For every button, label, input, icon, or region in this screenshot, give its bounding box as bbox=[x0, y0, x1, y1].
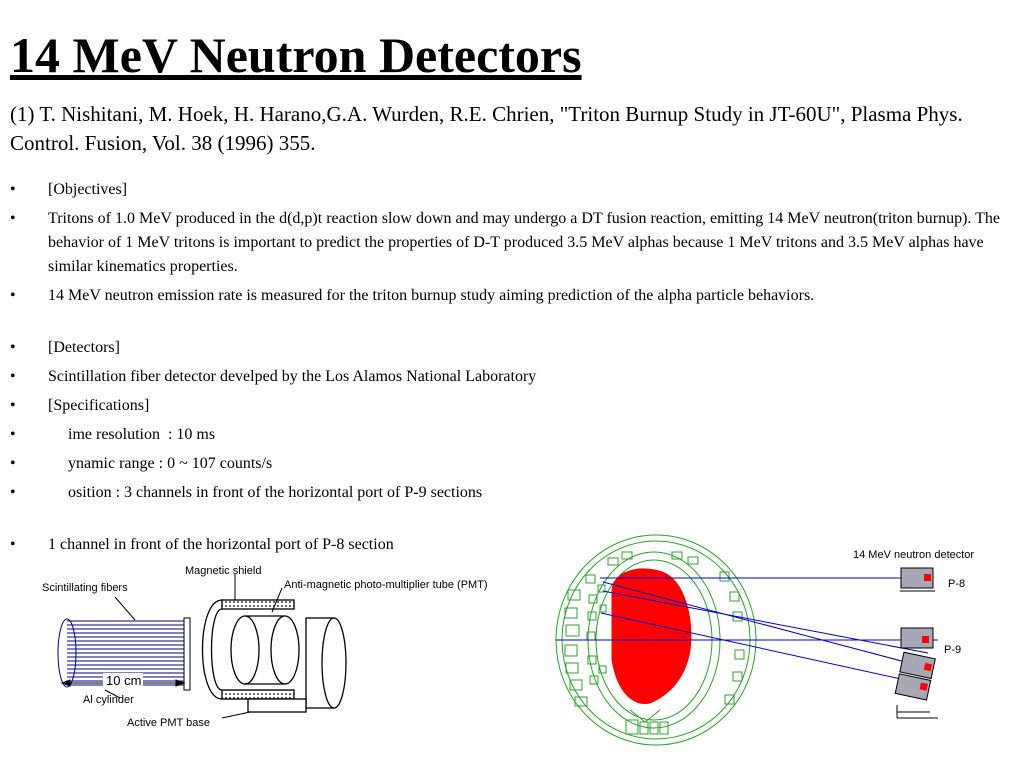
detector-p8 bbox=[900, 568, 935, 591]
fiber-end-plate bbox=[184, 618, 190, 690]
bullet-detectors-heading: • [Detectors] bbox=[10, 336, 1015, 360]
pmt-label: Anti-magnetic photo-multiplier tube (PMT) bbox=[284, 579, 488, 591]
p8-label: P-8 bbox=[948, 578, 966, 590]
bullet-dynamic-range: • ynamic range : 0 ~ 107 counts/s bbox=[10, 452, 1015, 476]
bullet-objectives-text: • Tritons of 1.0 MeV produced in the d(d,p)t reaction slow down and may undergo a DT fusion reaction, emitting 14 MeV neutron(triton burnup). The behavior of 1 MeV tritons is important to predict the properties of D-T produced 3.5 MeV alphas because 1 MeV tritons and 3.5 MeV alphas have similar kinematics properties. bbox=[10, 207, 1015, 279]
pmt-base-leader bbox=[222, 712, 250, 718]
pmt-base-label: Active PMT base bbox=[127, 717, 210, 729]
bullet-position-p9: • osition : 3 channels in front of the horizontal port of P-9 sections bbox=[10, 481, 1015, 505]
bullet-objectives-heading: • [Objectives] bbox=[10, 178, 1015, 202]
p9-support bbox=[897, 705, 938, 718]
detector-sight-lines bbox=[600, 578, 928, 685]
bullet-detector-description: • Scintillation fiber detector develped by the Los Alamos National Laboratory bbox=[10, 365, 1015, 389]
cylinder-label: Al cylinder bbox=[83, 694, 134, 706]
bullet-specifications-heading: • [Specifications] bbox=[10, 394, 1015, 418]
photo-multiplier-tube bbox=[231, 616, 299, 684]
length-label: 10 cm bbox=[106, 673, 142, 688]
bullet-emission-rate: • 14 MeV neutron emission rate is measured for the triton burnup study aiming prediction of the alpha particle behaviors. bbox=[10, 284, 1015, 308]
magnetic-shield-label: Magnetic shield bbox=[185, 565, 262, 577]
vessel-outline bbox=[556, 535, 756, 745]
fiber-leader bbox=[115, 597, 135, 620]
detector-p9-angled bbox=[895, 652, 935, 700]
bullet-time-resolution: • ime resolution : 10 ms bbox=[10, 423, 1015, 447]
bullet-position-p8: • 1 channel in front of the horizontal port of P-8 section bbox=[10, 533, 1015, 557]
plasma-cross-section bbox=[612, 569, 691, 703]
detector-title-label: 14 MeV neutron detector bbox=[853, 549, 975, 561]
fibers-label: Scintillating fibers bbox=[42, 582, 128, 594]
slide-title: 14 MeV Neutron Detectors bbox=[10, 27, 582, 83]
detector-p9-horizontal bbox=[901, 628, 933, 648]
p9-label: P-9 bbox=[944, 644, 962, 656]
reference-citation: (1) T. Nishitani, M. Hoek, H. Harano,G.A. Wurden, R.E. Chrien, "Triton Burnup Study in JT-60U", Plasma Phys. Control. Fusion, Vol. 38 (1996) 355. bbox=[10, 102, 963, 155]
